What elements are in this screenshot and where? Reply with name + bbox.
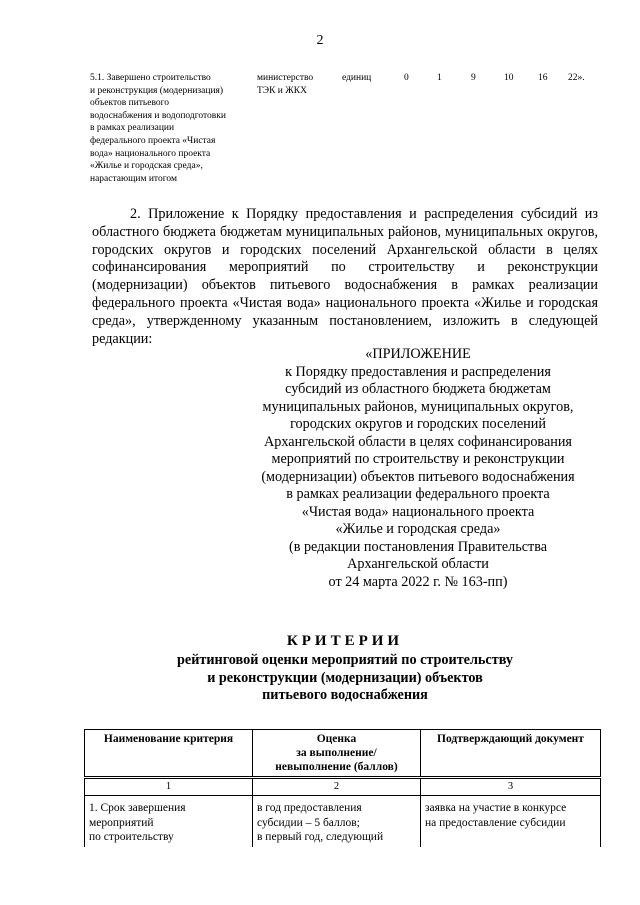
column-number: 1: [85, 778, 253, 796]
header-text: Подтверждающий документ: [437, 733, 584, 745]
header-text: за выполнение/: [296, 747, 377, 759]
criteria-subtitle-line: рейтинговой оценки мероприятий по строительству: [177, 652, 513, 668]
indicator-name-line: нарастающим итогом: [90, 173, 177, 184]
cell-line: заявка на участие в конкурсе: [425, 802, 567, 814]
appendix-line: «Чистая вода» национального проекта: [301, 503, 535, 520]
appendix-line: муниципальных районов, муниципальных округов,: [262, 398, 574, 415]
indicator-value: 9: [471, 73, 476, 83]
table-row: [85, 796, 601, 847]
appendix-line: Архангельской области: [347, 556, 489, 572]
document-cell: [421, 796, 601, 847]
table-header-document: [421, 730, 601, 778]
cell-line: в первый год, следующий: [257, 831, 384, 843]
amendment-paragraph: 2. Приложение к Порядку предоставления и распределения субсидий из областного бюджета бюджетам муниципальных районов, муниципальных округов, городских округов и городских поселений Архангельской области в целях софинансирования мероприятий по строительству и реконструкции (модернизации) объектов питьевого водоснабжения в рамках реализации федерального проекта «Чистая вода» национального проекта «Жилье и городская среда», утвержденному указанным постановлением, изложить в следующей редакции:: [92, 206, 598, 347]
indicator-name-line: в рамках реализации: [90, 123, 175, 134]
header-text: невыполнение (баллов): [275, 761, 398, 773]
cell-line: на предоставление субсидии: [425, 816, 566, 829]
table-header-row: [85, 730, 601, 778]
indicator-name-line: водоснабжения и водоподготовки: [90, 110, 226, 121]
table-number-row: [85, 778, 601, 796]
appendix-header: [238, 346, 598, 591]
column-number: 3: [421, 778, 601, 796]
appendix-line: «Жилье и городская среда»: [335, 521, 501, 537]
table-header-criterion: [85, 730, 253, 778]
indicator-name-line: и реконструкция (модернизация): [90, 85, 224, 96]
indicator-value: 22».: [568, 73, 585, 83]
cell-line: 1. Срок завершения: [89, 802, 186, 814]
appendix-line: от 24 марта 2022 г. № 163-пп): [328, 573, 508, 590]
indicator-name-line: вода» национального проекта: [90, 148, 211, 159]
page-number: 2: [316, 33, 324, 48]
indicator-unit: единиц: [342, 73, 372, 83]
indicator-name-line: 5.1. Завершено строительство: [90, 73, 211, 83]
appendix-line: в рамках реализации федерального проекта: [286, 486, 550, 502]
cell-line: мероприятий: [89, 816, 154, 829]
indicator-value: 16: [538, 73, 548, 83]
criteria-subtitle-line: и реконструкции (модернизации) объектов: [207, 669, 483, 686]
criterion-cell: [85, 796, 253, 847]
appendix-line: (в редакции постановления Правительства: [288, 538, 548, 555]
criteria-title: КРИТЕРИИ: [286, 633, 404, 649]
header-text: Наименование критерия: [103, 733, 234, 745]
indicator-value: 10: [504, 73, 514, 83]
criteria-table: [84, 729, 601, 847]
indicator-owner: [257, 72, 327, 97]
appendix-line: субсидий из областного бюджета бюджетам: [285, 381, 551, 397]
cell-line: по строительству: [89, 831, 174, 843]
indicator-owner-line: ТЭК и ЖКХ: [257, 85, 307, 96]
header-text: Оценка: [316, 733, 357, 745]
appendix-line: к Порядку предоставления и распределения: [285, 363, 551, 380]
criteria-subtitle-line: питьевого водоснабжения: [262, 687, 428, 703]
appendix-line: Архангельской области в целях софинансирования: [264, 433, 572, 450]
appendix-line: мероприятий по строительству и реконструкции: [271, 451, 565, 467]
cell-line: субсидии – 5 баллов;: [257, 816, 360, 829]
indicator-value: 0: [404, 73, 409, 83]
indicator-name: [90, 72, 248, 185]
criteria-heading: [92, 630, 598, 705]
column-number: 2: [253, 778, 421, 796]
score-cell: [253, 796, 421, 847]
table-header-score: [253, 730, 421, 778]
appendix-line: (модернизации) объектов питьевого водоснабжения: [261, 468, 575, 485]
indicator-name-line: федерального проекта «Чистая: [90, 135, 216, 146]
indicator-value: 1: [437, 73, 442, 83]
indicator-owner-line: министерство: [257, 73, 314, 83]
appendix-line: «ПРИЛОЖЕНИЕ: [365, 346, 471, 362]
appendix-line: городских округов и городских поселений: [290, 416, 546, 432]
cell-line: в год предоставления: [257, 802, 362, 814]
indicator-name-line: «Жилье и городская среда»,: [90, 161, 203, 172]
indicator-name-line: объектов питьевого: [90, 98, 170, 109]
